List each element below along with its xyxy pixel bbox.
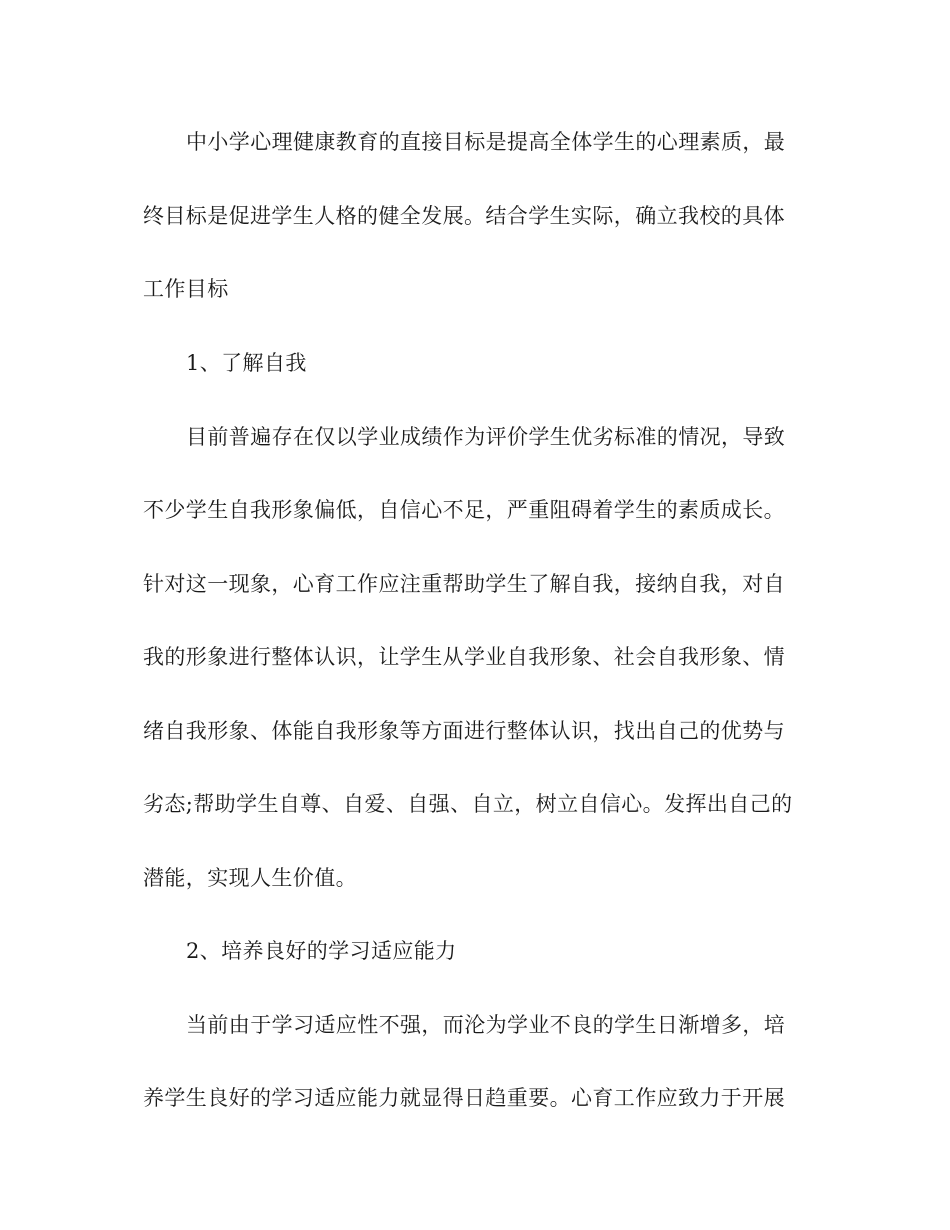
section-heading: 2、培养良好的学习适应能力 (186, 939, 457, 963)
paragraph-line: 劣态;帮助学生自尊、自爱、自强、自立，树立自信心。发挥出自己的 (143, 792, 793, 816)
paragraph-line: 潜能，实现人生价值。 (143, 866, 357, 890)
paragraph-line: 针对这一现象，心育工作应注重帮助学生了解自我，接纳自我，对自 (143, 572, 785, 596)
paragraph-line: 我的形象进行整体认识，让学生从学业自我形象、社会自我形象、情 (143, 645, 785, 669)
paragraph-line: 养学生良好的学习适应能力就显得日趋重要。心育工作应致力于开展 (143, 1086, 785, 1110)
paragraph-line: 终目标是促进学生人格的健全发展。结合学生实际，确立我校的具体 (143, 204, 785, 228)
paragraph-line: 绪自我形象、体能自我形象等方面进行整体认识，找出自己的优势与 (143, 719, 785, 743)
paragraph-line: 中小学心理健康教育的直接目标是提高全体学生的心理素质，最 (186, 130, 786, 154)
paragraph-line: 目前普遍存在仅以学业成绩作为评价学生优劣标准的情况，导致 (186, 425, 786, 449)
paragraph-line: 工作目标 (143, 277, 229, 301)
section-heading: 1、了解自我 (186, 351, 307, 375)
paragraph-line: 当前由于学习适应性不强，而沦为学业不良的学生日渐增多，培 (186, 1013, 786, 1037)
paragraph-line: 不少学生自我形象偏低，自信心不足，严重阻碍着学生的素质成长。 (143, 498, 785, 522)
